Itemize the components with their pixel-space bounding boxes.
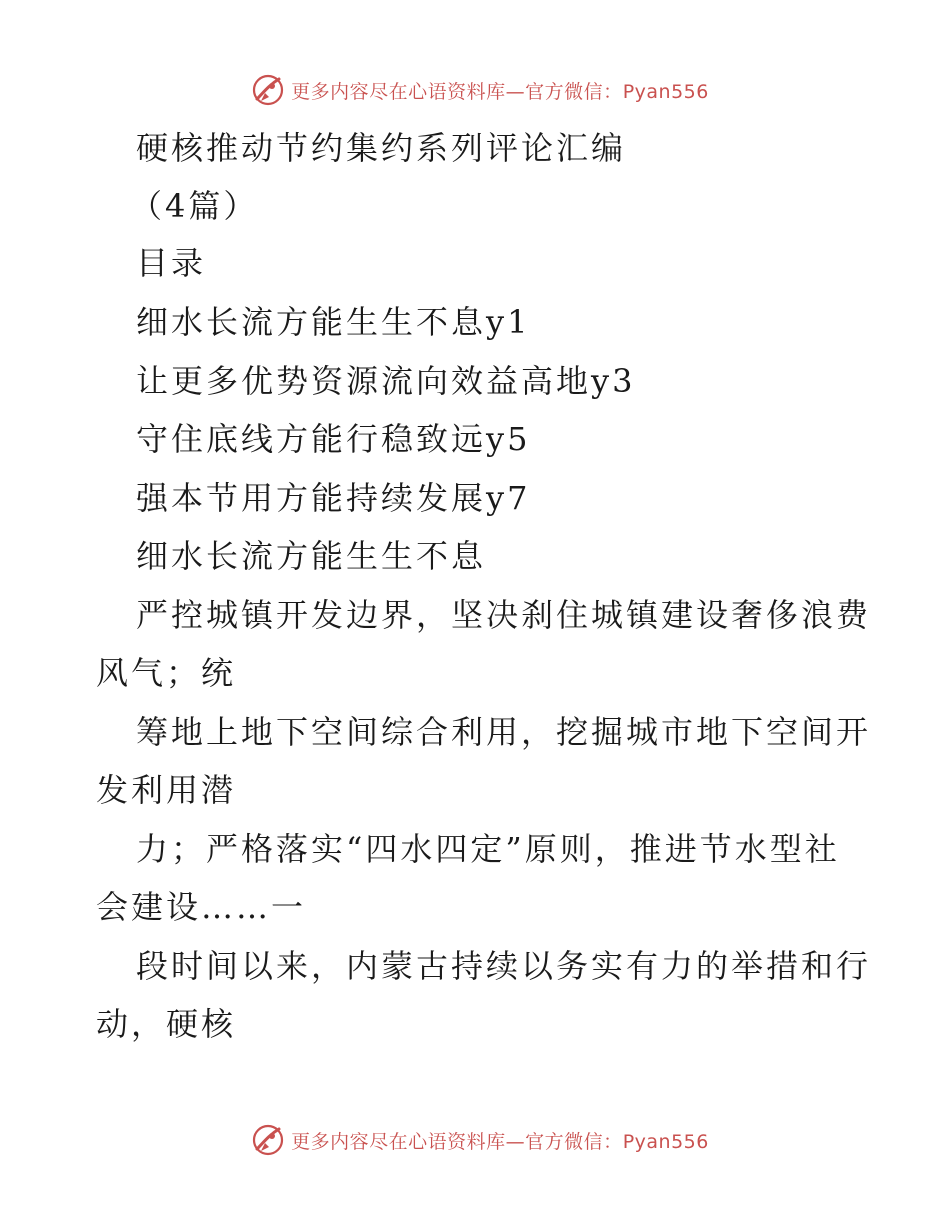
- body-line: 风气；统: [96, 654, 237, 692]
- watermark-dash: —: [505, 80, 526, 103]
- toc-item: 让更多优势资源流向效益高地y3: [136, 362, 636, 400]
- body-line: 会建设……一: [96, 888, 307, 926]
- body-line: 严控城镇开发边界，坚决刹住城镇建设奢侈浪费: [136, 596, 872, 634]
- watermark-handle: Pyan556: [622, 80, 709, 103]
- toc-item: 强本节用方能持续发展y7: [136, 479, 531, 517]
- watermark-label: 官方微信：: [525, 80, 623, 103]
- footer-watermark: [0, 1122, 950, 1158]
- toc-item: 细水长流方能生生不息y1: [136, 303, 531, 341]
- watermark-handle: Pyan556: [622, 1130, 709, 1153]
- header-watermark: [0, 72, 950, 108]
- body-line: 筹地上地下空间综合利用，挖掘城市地下空间开: [136, 713, 872, 751]
- watermark-group: [251, 1123, 709, 1157]
- pen-logo-icon: [251, 1123, 285, 1157]
- body-line: 力；严格落实“四水四定”原则，推进节水型社: [136, 830, 840, 868]
- section-title: 细水长流方能生生不息: [136, 537, 487, 575]
- doc-title-count: （4篇）: [130, 187, 259, 225]
- watermark-text: [291, 1127, 709, 1154]
- toc-item: 守住底线方能行稳致远y5: [136, 420, 531, 458]
- body-line: 动，硬核: [96, 1005, 237, 1043]
- watermark-text: [291, 77, 709, 104]
- watermark-dash: —: [505, 1130, 526, 1153]
- doc-title: 硬核推动节约集约系列评论汇编: [136, 129, 627, 167]
- pen-logo-icon: [251, 73, 285, 107]
- watermark-brand: 更多内容尽在心语资料库: [291, 1130, 506, 1153]
- body-line: 段时间以来，内蒙古持续以务实有力的举措和行: [136, 947, 872, 985]
- body-line: 发利用潜: [96, 771, 237, 809]
- watermark-label: 官方微信：: [525, 1130, 623, 1153]
- watermark-group: [251, 73, 709, 107]
- toc-heading: 目录: [136, 244, 207, 282]
- watermark-brand: 更多内容尽在心语资料库: [291, 80, 506, 103]
